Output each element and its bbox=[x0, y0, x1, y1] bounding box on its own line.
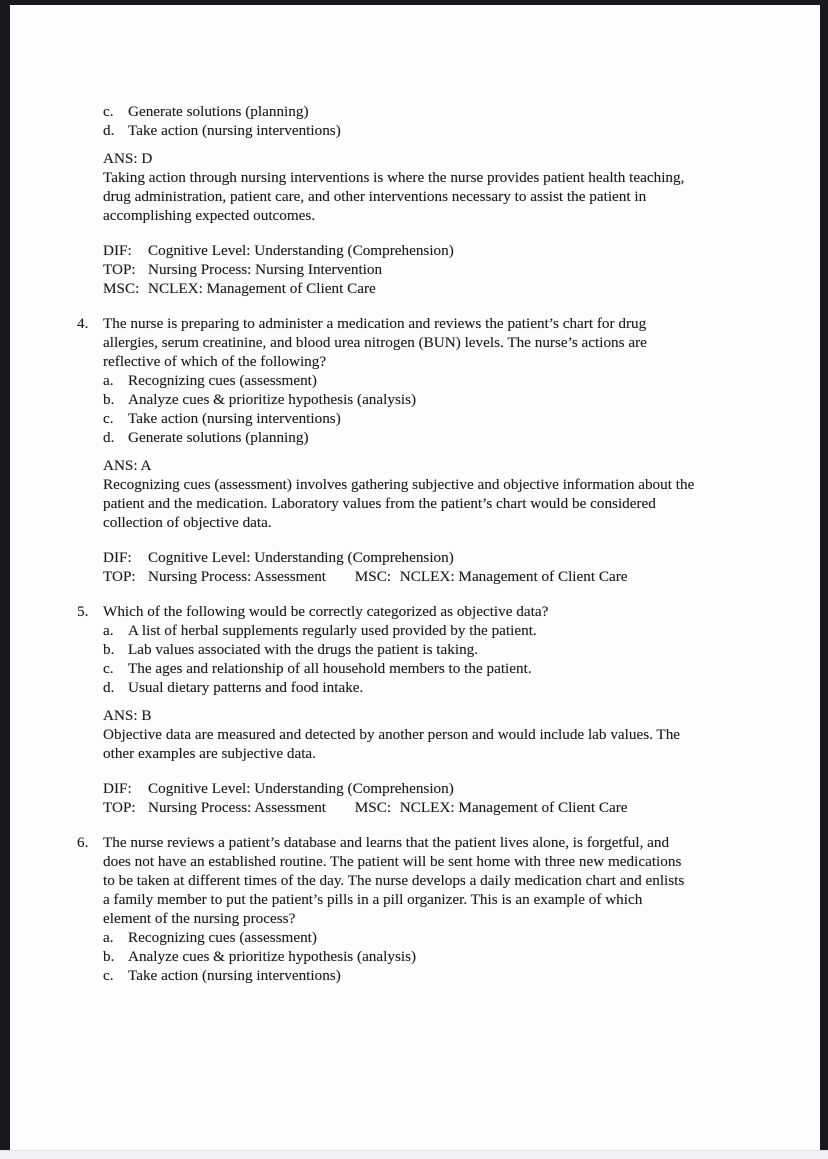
meta-pair-top bbox=[103, 798, 351, 817]
question-text-line: does not have an established routine. The patient will be sent home with three new medications bbox=[103, 853, 682, 870]
answer-section bbox=[103, 149, 753, 225]
meta-section bbox=[103, 548, 753, 586]
meta-text: Cognitive Level: Understanding (Comprehension) bbox=[148, 242, 454, 259]
meta-text: Nursing Process: Assessment bbox=[148, 799, 327, 816]
meta-label: DIF: bbox=[103, 242, 132, 259]
option-row bbox=[103, 390, 753, 409]
option-row bbox=[103, 928, 753, 947]
meta-section bbox=[103, 779, 753, 817]
meta-row-dif bbox=[103, 241, 753, 260]
meta-label: MSC: bbox=[354, 568, 392, 585]
question-text-line: allergies, serum creatinine, and blood urea nitrogen (BUN) levels. The nurse’s actions are bbox=[103, 334, 647, 351]
option-row bbox=[103, 678, 753, 697]
option-row bbox=[103, 640, 753, 659]
question-text-line: The nurse is preparing to administer a medication and reviews the patient’s chart for drug bbox=[103, 315, 647, 332]
question-block-6 bbox=[77, 833, 820, 985]
meta-row-msc bbox=[103, 279, 753, 298]
option-text: Recognizing cues (assessment) bbox=[128, 372, 317, 389]
option-row bbox=[103, 621, 753, 640]
question-number: 6. bbox=[77, 834, 89, 851]
answer-label: ANS: A bbox=[103, 457, 152, 474]
option-row bbox=[103, 659, 753, 678]
meta-pair-top bbox=[103, 567, 351, 586]
meta-row-dif bbox=[103, 548, 753, 567]
meta-pair-msc bbox=[351, 568, 628, 585]
option-row bbox=[103, 121, 753, 140]
meta-text: NCLEX: Management of Client Care bbox=[399, 568, 628, 585]
option-text: Lab values associated with the drugs the patient is taking. bbox=[128, 641, 479, 658]
page-gap-strip bbox=[0, 1150, 828, 1159]
option-letter: c. bbox=[103, 410, 114, 427]
question-block-4 bbox=[77, 314, 820, 586]
answer-rationale-line: collection of objective data. bbox=[103, 514, 272, 531]
meta-row-top bbox=[103, 260, 753, 279]
option-letter: d. bbox=[103, 429, 115, 446]
option-text: Recognizing cues (assessment) bbox=[128, 929, 317, 946]
meta-label: DIF: bbox=[103, 780, 132, 797]
option-text: Usual dietary patterns and food intake. bbox=[128, 679, 364, 696]
option-letter: d. bbox=[103, 122, 115, 139]
option-row bbox=[103, 947, 753, 966]
option-text: Analyze cues & prioritize hypothesis (analysis) bbox=[128, 948, 417, 965]
answer-section bbox=[103, 456, 753, 532]
meta-text: NCLEX: Management of Client Care bbox=[148, 280, 376, 297]
question-block-3-continuation bbox=[77, 102, 820, 298]
option-text: Generate solutions (planning) bbox=[128, 429, 309, 446]
question-text-line: a family member to put the patient’s pills in a pill organizer. This is an example of which bbox=[103, 891, 643, 908]
question-number: 4. bbox=[77, 315, 89, 332]
meta-label: MSC: bbox=[354, 799, 392, 816]
meta-label: MSC: bbox=[103, 280, 140, 297]
option-text: Take action (nursing interventions) bbox=[128, 122, 341, 139]
meta-text: Cognitive Level: Understanding (Comprehension) bbox=[148, 780, 454, 797]
option-letter: c. bbox=[103, 967, 114, 984]
option-text: The ages and relationship of all household members to the patient. bbox=[128, 660, 532, 677]
option-letter: a. bbox=[103, 372, 114, 389]
meta-pair-msc bbox=[351, 799, 628, 816]
meta-row-dif bbox=[103, 779, 753, 798]
answer-label: ANS: D bbox=[103, 150, 153, 167]
meta-text: Nursing Process: Nursing Intervention bbox=[148, 261, 383, 278]
meta-text: NCLEX: Management of Client Care bbox=[399, 799, 628, 816]
option-letter: b. bbox=[103, 948, 115, 965]
answer-rationale-line: accomplishing expected outcomes. bbox=[103, 207, 316, 224]
option-row bbox=[103, 371, 753, 390]
meta-label: TOP: bbox=[103, 261, 136, 278]
answer-rationale-line: patient and the medication. Laboratory values from the patient’s chart would be considered bbox=[103, 495, 656, 512]
option-text: Generate solutions (planning) bbox=[128, 103, 309, 120]
answer-rationale-line: other examples are subjective data. bbox=[103, 745, 316, 762]
option-text: Analyze cues & prioritize hypothesis (analysis) bbox=[128, 391, 417, 408]
option-letter: d. bbox=[103, 679, 115, 696]
answer-label: ANS: B bbox=[103, 707, 152, 724]
question-number bbox=[77, 102, 103, 298]
option-row bbox=[103, 428, 753, 447]
meta-text: Nursing Process: Assessment bbox=[148, 568, 327, 585]
page-content bbox=[10, 5, 820, 985]
question-block-5 bbox=[77, 602, 820, 817]
answer-rationale-line: Taking action through nursing interventions is where the nurse provides patient health teaching, bbox=[103, 169, 685, 186]
option-row bbox=[103, 102, 753, 121]
option-letter: c. bbox=[103, 660, 114, 677]
meta-row-top-msc bbox=[103, 798, 753, 817]
answer-rationale-line: Recognizing cues (assessment) involves gathering subjective and objective information about the bbox=[103, 476, 695, 493]
question-text-line: to be taken at different times of the day. The nurse develops a daily medication chart and enlists bbox=[103, 872, 685, 889]
option-row bbox=[103, 409, 753, 428]
question-text-line: The nurse reviews a patient’s database and learns that the patient lives alone, is forgetful, and bbox=[103, 834, 670, 851]
answer-section bbox=[103, 706, 753, 763]
meta-label: TOP: bbox=[103, 799, 136, 816]
question-text-line: reflective of which of the following? bbox=[103, 353, 327, 370]
question-text-line: element of the nursing process? bbox=[103, 910, 296, 927]
answer-rationale-line: drug administration, patient care, and other interventions necessary to assist the patient in bbox=[103, 188, 647, 205]
option-letter: b. bbox=[103, 641, 115, 658]
option-letter: a. bbox=[103, 622, 114, 639]
option-text: Take action (nursing interventions) bbox=[128, 410, 341, 427]
option-text: Take action (nursing interventions) bbox=[128, 967, 341, 984]
document-page bbox=[10, 5, 820, 1151]
option-row bbox=[103, 966, 753, 985]
meta-text: Cognitive Level: Understanding (Comprehension) bbox=[148, 549, 454, 566]
meta-section bbox=[103, 241, 753, 298]
option-letter: a. bbox=[103, 929, 114, 946]
question-text-line: Which of the following would be correctly categorized as objective data? bbox=[103, 603, 549, 620]
option-letter: c. bbox=[103, 103, 114, 120]
meta-label: TOP: bbox=[103, 568, 136, 585]
question-number: 5. bbox=[77, 603, 89, 620]
meta-row-top-msc bbox=[103, 567, 753, 586]
meta-label: DIF: bbox=[103, 549, 132, 566]
option-letter: b. bbox=[103, 391, 115, 408]
option-text: A list of herbal supplements regularly used provided by the patient. bbox=[128, 622, 537, 639]
answer-rationale-line: Objective data are measured and detected by another person and would include lab values. The bbox=[103, 726, 681, 743]
